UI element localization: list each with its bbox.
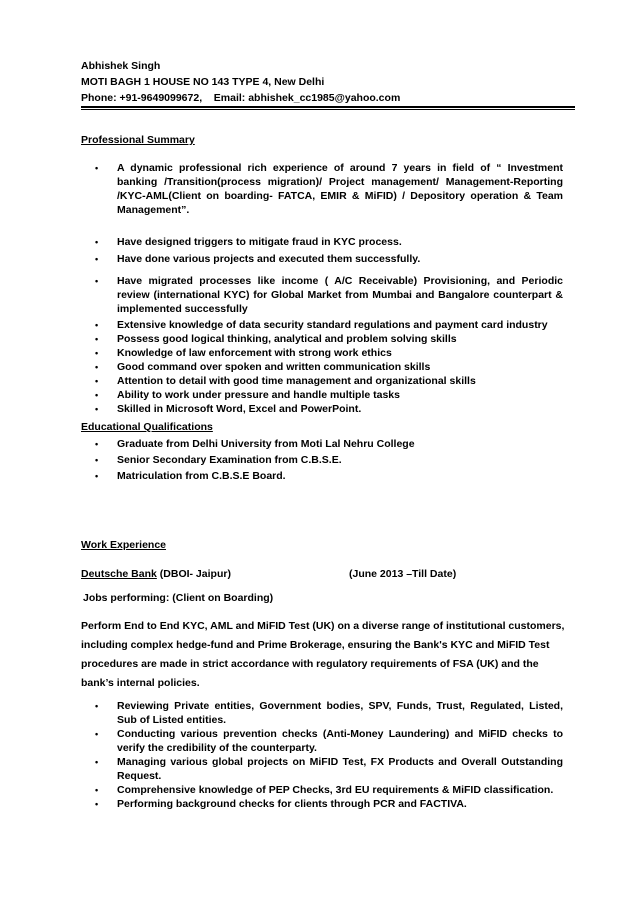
job-description: Perform End to End KYC, AML and MiFID Test (UK) on a diverse range of institutional customers, including complex hedge-fund and Prime Brokerage, ensuring the Bank's KYC and MiFID Test procedures are made in strict accordance with regulatory requirements of FSA (UK) and the bank’s internal policies. xyxy=(81,620,565,689)
bullet-icon: • xyxy=(95,799,99,809)
bullet-icon: • xyxy=(95,237,99,247)
bullet-icon: • xyxy=(95,439,99,449)
bullet-icon: • xyxy=(95,729,99,739)
bullet-icon: • xyxy=(95,701,99,711)
header-divider-thin xyxy=(81,109,575,110)
bullet-icon: • xyxy=(95,334,99,344)
list-item: • Have designed triggers to mitigate fraud in KYC process. xyxy=(95,236,402,248)
duties-list xyxy=(95,699,563,811)
list-item: • Knowledge of law enforcement with strong work ethics xyxy=(95,347,392,359)
work-heading: Work Experience xyxy=(81,539,167,551)
bullet-icon: • xyxy=(95,254,99,264)
list-item: • Matriculation from C.B.S.E Board. xyxy=(95,470,286,482)
summary-list xyxy=(95,161,563,416)
list-item: • A dynamic professional rich experience of around 7 years in field of “ Investment banking /Transition(process migration)/ Project management/ Management-Reporting /KYC-AML(Client on boarding- FATCA, EMIR & MiFID) / Depository operation & Team Management”. xyxy=(95,162,563,216)
education-list xyxy=(95,436,563,484)
job-role: Jobs performing: (Client on Boarding) xyxy=(83,592,274,604)
list-item: • Managing various global projects on MiFID Test, FX Products and Overall Outstanding Request. xyxy=(95,756,563,782)
bullet-icon: • xyxy=(95,376,99,386)
list-item: • Senior Secondary Examination from C.B.S.E. xyxy=(95,454,342,466)
list-item: • Attention to detail with good time management and organizational skills xyxy=(95,375,476,387)
bullet-icon: • xyxy=(95,163,99,173)
bullet-icon: • xyxy=(95,362,99,372)
list-item: • Reviewing Private entities, Government bodies, SPV, Funds, Trust, Regulated, Listed, Sub of Listed entities. xyxy=(95,700,563,726)
list-item: • Comprehensive knowledge of PEP Checks, 3rd EU requirements & MiFID classification. xyxy=(95,784,554,796)
bullet-icon: • xyxy=(95,390,99,400)
list-item: • Graduate from Delhi University from Moti Lal Nehru College xyxy=(95,438,415,450)
bullet-icon: • xyxy=(95,471,99,481)
employer-line xyxy=(81,567,231,581)
list-item: • Extensive knowledge of data security standard regulations and payment card industry xyxy=(95,319,548,331)
list-item: • Skilled in Microsoft Word, Excel and PowerPoint. xyxy=(95,403,362,415)
list-item: • Conducting various prevention checks (Anti-Money Laundering) and MiFID checks to verify the credibility of the counterparty. xyxy=(95,728,563,754)
list-item: • Have done various projects and executed them successfully. xyxy=(95,253,421,265)
list-item: • Performing background checks for clients through PCR and FACTIVA. xyxy=(95,798,467,810)
contact-header xyxy=(81,58,581,106)
header-divider xyxy=(81,106,575,108)
bullet-icon: • xyxy=(95,276,99,286)
bullet-icon: • xyxy=(95,757,99,767)
bullet-icon: • xyxy=(95,320,99,330)
list-item: • Good command over spoken and written communication skills xyxy=(95,361,431,373)
summary-heading: Professional Summary xyxy=(81,134,195,146)
list-item: • Possess good logical thinking, analytical and problem solving skills xyxy=(95,333,457,345)
education-heading: Educational Qualifications xyxy=(81,421,213,433)
address-line: MOTI BAGH 1 HOUSE NO 143 TYPE 4, New Delhi xyxy=(81,76,325,88)
list-item: • Have migrated processes like income ( A/C Receivable) Provisioning, and Periodic review (international KYC) for Global Market from Mumbai and Bangalore counterpart & implemented successfully xyxy=(95,275,563,315)
bullet-icon: • xyxy=(95,785,99,795)
contact-line: Phone: +91-9649099672, Email: abhishek_cc1985@yahoo.com xyxy=(81,92,401,104)
bullet-icon: • xyxy=(95,404,99,414)
candidate-name: Abhishek Singh xyxy=(81,60,161,72)
bullet-icon: • xyxy=(95,455,99,465)
employer-name: Deutsche Bank xyxy=(81,568,157,580)
employer-location: (DBOI- Jaipur) xyxy=(156,568,231,580)
bullet-icon: • xyxy=(95,348,99,358)
employment-dates: (June 2013 –Till Date) xyxy=(349,568,457,580)
list-item: • Ability to work under pressure and handle multiple tasks xyxy=(95,389,400,401)
